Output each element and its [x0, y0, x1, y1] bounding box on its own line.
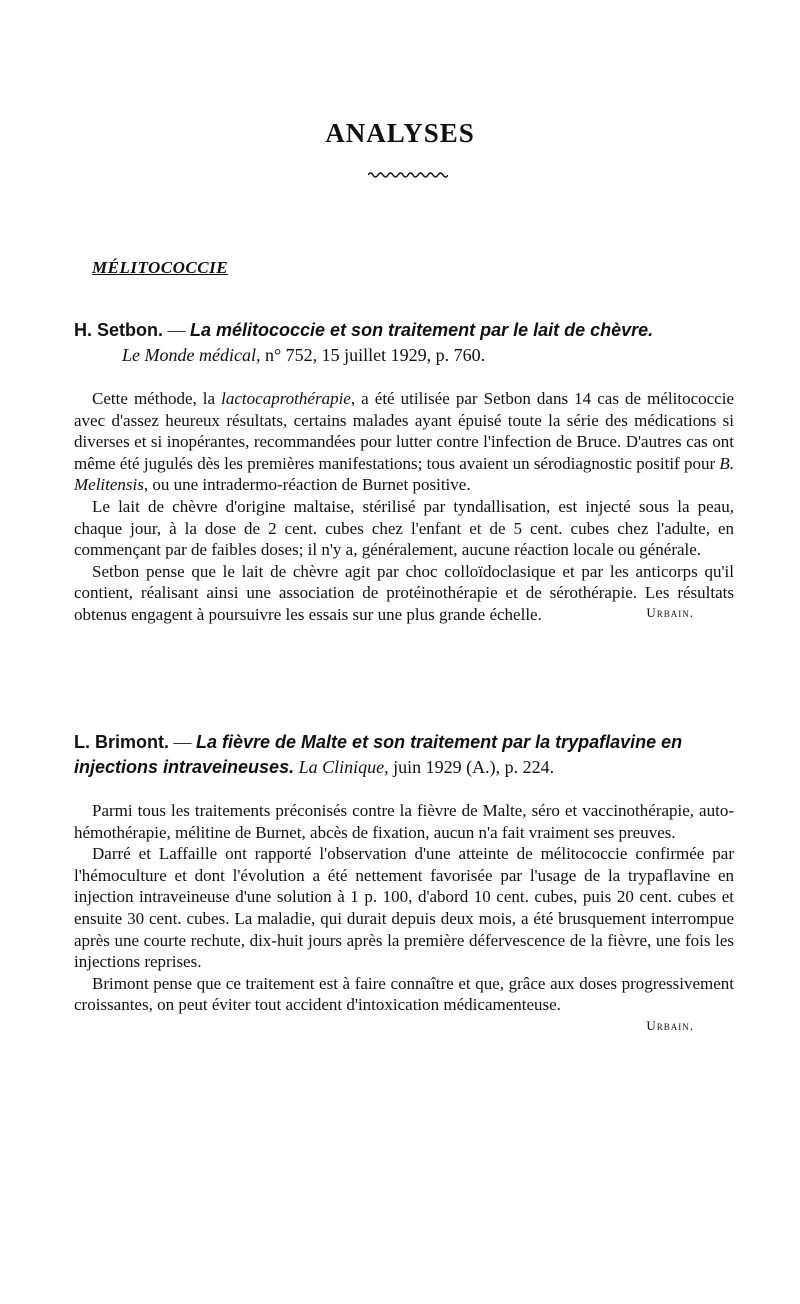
article-author: L. Brimont. — [74, 732, 169, 752]
section-heading: MÉLITOCOCCIE — [92, 258, 229, 277]
article-body — [74, 388, 734, 626]
paragraph-text: , a été utilisée par Setbon dans 14 cas de mélitococcie avec d'assez heureux résultats, certains malades ayant épuisé toute la série des médications si diverses et si inopérantes, recommandées pour lutter contre l'infection de Bruce. D'autres cas ont même été jugulés dès les premières manifestations; tous avaient un sérodiagnostic positif pour — [74, 389, 734, 473]
article-setbon — [74, 318, 735, 624]
header-dash: — — [169, 732, 196, 752]
wavy-ornament — [368, 170, 448, 180]
article-author: H. Setbon. — [74, 320, 163, 340]
article-signature: Urbain. — [646, 1017, 694, 1033]
paragraph — [74, 388, 734, 496]
journal-name: Le Monde médical, — [122, 345, 261, 365]
paragraph-text: Cette méthode, la — [92, 389, 222, 408]
paragraph: Le lait de chèvre d'origine maltaise, stérilisé par tyndallisation, est injecté sous la peau, chaque jour, à la dose de 2 cent. cubes chez l'enfant et de 5 cent. cubes chez l'adulte, en commençant par de faibles doses; il n'y a, généralement, aucune réaction locale ou générale. — [74, 496, 734, 560]
article-header — [74, 730, 734, 780]
citation-details: n° 752, 15 juillet 1929, p. 760. — [260, 345, 486, 365]
citation-details: juin 1929 (A.), p. 224. — [388, 757, 555, 777]
paragraph: Brimont pense que ce traitement est à faire connaître et que, grâce aux doses progressivement croissantes, on peut éviter tout accident d'intoxication médicamenteuse. — [74, 973, 734, 1015]
paragraph-text: , ou une intradermo-réaction de Burnet positive. — [143, 475, 471, 495]
page-title: ANALYSES — [325, 118, 475, 148]
article-title: La fièvre de Malte et son traitement par la trypaflavine en injections intraveineuses. — [74, 732, 683, 777]
paragraph: Parmi tous les traitements préconisés contre la fièvre de Malte, séro et vaccinothérapie, auto-hémothérapie, mélitine de Burnet, abcès de fixation, aucun n'a fait vraiment ses preuves. — [74, 801, 734, 842]
paragraph: Setbon pense que le lait de chèvre agit par choc colloïdoclasique et par les anticorps qu'il contient, réalisant ainsi une association de protéinothérapie et de sérothérapie. Les résultats obtenus engagent à poursuivre les essais sur une plus grande échelle. — [74, 561, 734, 624]
article-brimont — [74, 730, 734, 1034]
paragraph: Darré et Laffaille ont rapporté l'observation d'une atteinte de mélitococcie confirmée par l'hémoculture et dont l'évolution a été nettement favorisée par l'usage de la trypaflavine en injection intraveineuse d'une solution à 1 p. 100, d'abord 10 cent. cubes, puis 20 cent. cubes et ensuite 30 cent. cubes. La maladie, qui durait depuis deux mois, a été brusquement interrompue après une courte rechute, dix-huit jours après la première défervescence de la fièvre, une fois les injections reprises. — [74, 844, 734, 972]
article-body — [74, 800, 734, 1016]
italic-term: lactocaprothérapie — [221, 389, 351, 408]
journal-name: La Clinique, — [298, 757, 389, 777]
article-header — [74, 318, 734, 368]
italic-term: B. Melitensis — [74, 453, 735, 495]
article-title: La mélitococcie et son traitement par le lait de chèvre. — [190, 320, 654, 340]
article-citation-line — [74, 343, 734, 368]
header-dash: — — [163, 320, 190, 340]
article-signature: Urbain. — [646, 604, 694, 620]
